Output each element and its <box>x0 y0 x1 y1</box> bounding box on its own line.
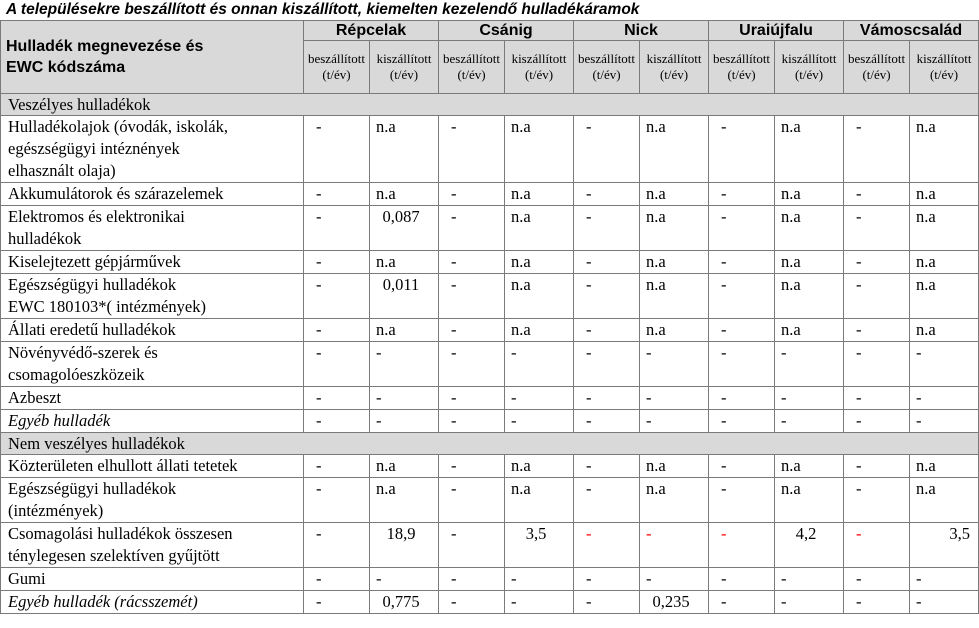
out-value-cell: n.a <box>775 116 844 183</box>
town-header: Csánig <box>439 21 574 41</box>
table-row <box>1 455 979 478</box>
out-value-cell: 3,5 <box>910 523 979 568</box>
in-value-cell: - <box>709 387 775 410</box>
waste-name-line: Azbeszt <box>8 388 62 407</box>
out-value-cell: - <box>505 591 574 614</box>
out-value-cell: n.a <box>640 478 709 523</box>
out-value-cell: - <box>910 410 979 433</box>
out-value-cell: n.a <box>910 206 979 251</box>
in-value-cell: - <box>439 183 505 206</box>
out-value-cell: - <box>640 387 709 410</box>
out-value-cell: n.a <box>505 183 574 206</box>
out-value-cell: n.a <box>775 319 844 342</box>
table-row <box>1 116 979 183</box>
waste-name-line: Egyéb hulladék <box>8 411 111 430</box>
in-value-cell: - <box>709 410 775 433</box>
section-title: Nem veszélyes hulladékok <box>1 433 979 455</box>
direction-label: kiszállított <box>646 51 702 66</box>
out-value-cell: - <box>370 568 439 591</box>
out-value-cell: - <box>640 410 709 433</box>
in-value-cell: - <box>574 206 640 251</box>
out-value-cell: n.a <box>505 206 574 251</box>
in-value-cell: - <box>304 251 370 274</box>
waste-name-line: Kiselejtezett gépjárművek <box>8 252 181 271</box>
direction-label: beszállított <box>713 51 771 66</box>
table-row <box>1 478 979 523</box>
out-value-cell: 4,2 <box>775 523 844 568</box>
in-value-cell: - <box>709 568 775 591</box>
out-value-cell: n.a <box>910 274 979 319</box>
waste-name-cell <box>1 319 304 342</box>
in-value-cell: - <box>844 116 910 183</box>
in-value-cell: - <box>709 274 775 319</box>
name-column-header <box>1 21 304 94</box>
waste-name-line: Egészségügyi hulladékok <box>8 275 177 294</box>
out-value-cell: n.a <box>910 319 979 342</box>
out-value-cell: - <box>775 410 844 433</box>
in-value-cell: - <box>439 342 505 387</box>
out-value-cell: 0,775 <box>370 591 439 614</box>
in-value-cell: - <box>844 251 910 274</box>
out-value-cell: n.a <box>505 319 574 342</box>
out-value-cell: - <box>640 568 709 591</box>
out-value-cell: n.a <box>775 183 844 206</box>
in-value-cell: - <box>304 183 370 206</box>
direction-label: beszállított <box>848 51 906 66</box>
waste-name-line: ténylegesen szelektíven gyűjtött <box>8 546 220 565</box>
in-value-cell: - <box>844 523 910 568</box>
out-value-cell: 0,235 <box>640 591 709 614</box>
in-value-cell: - <box>304 319 370 342</box>
in-value-cell: - <box>574 183 640 206</box>
town-header: Vámoscsalád <box>844 21 979 41</box>
in-value-cell: - <box>709 251 775 274</box>
in-value-cell: - <box>709 455 775 478</box>
waste-name-line: Akkumulátorok és szárazelemek <box>8 184 224 203</box>
in-column-header <box>844 41 910 94</box>
direction-label: beszállított <box>577 51 636 66</box>
in-value-cell: - <box>709 523 775 568</box>
in-value-cell: - <box>844 274 910 319</box>
unit-label: (t/év) <box>659 67 689 82</box>
direction-label: kiszállított <box>916 51 972 66</box>
out-value-cell: 18,9 <box>370 523 439 568</box>
name-header-line: EWC kódszáma <box>6 59 126 76</box>
waste-name-cell <box>1 251 304 274</box>
unit-label: (t/év) <box>322 67 351 82</box>
in-value-cell: - <box>709 206 775 251</box>
out-value-cell: n.a <box>640 116 709 183</box>
direction-label: beszállított <box>307 51 366 66</box>
out-value-cell: - <box>910 591 979 614</box>
waste-name-cell <box>1 116 304 183</box>
town-header: Uraiújfalu <box>709 21 844 41</box>
out-value-cell: n.a <box>640 251 709 274</box>
out-value-cell: - <box>505 410 574 433</box>
town-header: Répcelak <box>304 21 439 41</box>
name-header-line: Hulladék megnevezése és <box>6 38 204 55</box>
out-value-cell: n.a <box>775 478 844 523</box>
waste-name-line: Növényvédő-szerek és <box>8 343 158 362</box>
table-row <box>1 206 979 251</box>
waste-name-cell <box>1 523 304 568</box>
out-value-cell: n.a <box>505 116 574 183</box>
direction-label: kiszállított <box>511 51 567 66</box>
in-value-cell: - <box>574 410 640 433</box>
in-value-cell: - <box>844 342 910 387</box>
in-value-cell: - <box>574 455 640 478</box>
out-column-header <box>640 41 709 94</box>
in-value-cell: - <box>844 183 910 206</box>
waste-name-line: hulladékok <box>8 229 82 248</box>
out-value-cell: - <box>640 523 709 568</box>
unit-label: (t/év) <box>794 67 824 82</box>
in-value-cell: - <box>574 523 640 568</box>
table-row <box>1 319 979 342</box>
waste-name-cell <box>1 342 304 387</box>
out-value-cell: n.a <box>370 455 439 478</box>
in-value-cell: - <box>304 523 370 568</box>
out-value-cell: n.a <box>370 251 439 274</box>
out-value-cell: - <box>505 342 574 387</box>
out-column-header <box>775 41 844 94</box>
out-value-cell: n.a <box>640 274 709 319</box>
out-value-cell: n.a <box>910 455 979 478</box>
waste-name-line: Közterületen elhullott állati tetetek <box>8 456 238 475</box>
out-value-cell: n.a <box>505 251 574 274</box>
in-value-cell: - <box>439 523 505 568</box>
out-value-cell: n.a <box>640 206 709 251</box>
out-value-cell: - <box>370 342 439 387</box>
in-value-cell: - <box>844 319 910 342</box>
in-value-cell: - <box>439 206 505 251</box>
section-row <box>1 94 979 116</box>
in-value-cell: - <box>439 387 505 410</box>
in-value-cell: - <box>439 251 505 274</box>
section-row <box>1 433 979 455</box>
town-header: Nick <box>574 21 709 41</box>
out-value-cell: 0,011 <box>370 274 439 319</box>
out-value-cell: n.a <box>640 455 709 478</box>
in-value-cell: - <box>574 342 640 387</box>
in-value-cell: - <box>709 478 775 523</box>
out-value-cell: - <box>370 387 439 410</box>
in-value-cell: - <box>709 342 775 387</box>
waste-name-line: Elektromos és elektronikai <box>8 207 185 226</box>
unit-label: (t/év) <box>727 67 756 82</box>
waste-name-line: (intézmények) <box>8 501 104 520</box>
table-row <box>1 251 979 274</box>
out-value-cell: - <box>775 568 844 591</box>
in-value-cell: - <box>304 478 370 523</box>
in-value-cell: - <box>439 591 505 614</box>
direction-label: kiszállított <box>376 51 432 66</box>
unit-label: (t/év) <box>929 67 959 82</box>
waste-name-line: Egyéb hulladék (rácsszemét) <box>8 592 198 611</box>
in-value-cell: - <box>844 591 910 614</box>
waste-name-cell <box>1 387 304 410</box>
in-value-cell: - <box>439 455 505 478</box>
out-value-cell: - <box>775 342 844 387</box>
out-value-cell: 3,5 <box>505 523 574 568</box>
in-value-cell: - <box>574 568 640 591</box>
waste-name-cell <box>1 183 304 206</box>
out-value-cell: n.a <box>370 478 439 523</box>
unit-label: (t/év) <box>862 67 891 82</box>
out-value-cell: n.a <box>775 274 844 319</box>
in-value-cell: - <box>304 274 370 319</box>
in-value-cell: - <box>439 116 505 183</box>
out-value-cell: - <box>775 591 844 614</box>
waste-name-line: elhasznált olaja) <box>8 161 116 180</box>
in-value-cell: - <box>844 568 910 591</box>
out-value-cell: - <box>505 387 574 410</box>
out-value-cell: n.a <box>640 183 709 206</box>
waste-name-line: Hulladékolajok (óvodák, iskolák, <box>8 117 228 136</box>
waste-name-line: csomagolóeszközeik <box>8 365 145 384</box>
document-title: A településekre beszállított és onnan kiszállított, kiemelten kezelendő hulladékáramok <box>6 1 640 18</box>
out-value-cell: - <box>910 568 979 591</box>
in-value-cell: - <box>574 591 640 614</box>
out-value-cell: n.a <box>910 251 979 274</box>
in-value-cell: - <box>844 410 910 433</box>
unit-label: (t/év) <box>592 67 621 82</box>
in-value-cell: - <box>844 455 910 478</box>
waste-name-line: Állati eredetű hulladékok <box>8 320 176 339</box>
in-value-cell: - <box>709 591 775 614</box>
waste-name-line: Gumi <box>8 569 46 588</box>
out-value-cell: - <box>370 410 439 433</box>
table-row <box>1 568 979 591</box>
waste-name-cell <box>1 274 304 319</box>
out-value-cell: n.a <box>910 183 979 206</box>
in-value-cell: - <box>574 116 640 183</box>
waste-flow-table <box>0 20 979 614</box>
out-value-cell: n.a <box>775 206 844 251</box>
waste-name-cell <box>1 568 304 591</box>
table-row <box>1 523 979 568</box>
direction-label: beszállított <box>442 51 501 66</box>
in-column-header <box>304 41 370 94</box>
in-value-cell: - <box>304 410 370 433</box>
in-value-cell: - <box>439 478 505 523</box>
out-value-cell: n.a <box>370 183 439 206</box>
out-column-header <box>910 41 979 94</box>
in-value-cell: - <box>439 410 505 433</box>
table-row <box>1 591 979 614</box>
in-value-cell: - <box>439 319 505 342</box>
out-value-cell: n.a <box>910 116 979 183</box>
out-value-cell: n.a <box>775 251 844 274</box>
out-value-cell: n.a <box>910 478 979 523</box>
out-value-cell: n.a <box>505 478 574 523</box>
in-value-cell: - <box>304 568 370 591</box>
in-column-header <box>709 41 775 94</box>
in-value-cell: - <box>439 568 505 591</box>
in-value-cell: - <box>574 387 640 410</box>
unit-label: (t/év) <box>457 67 486 82</box>
table-row <box>1 274 979 319</box>
unit-label: (t/év) <box>389 67 419 82</box>
header-row-towns <box>1 21 979 41</box>
waste-name-line: EWC 180103*( intézmények) <box>8 297 206 316</box>
in-value-cell: - <box>574 319 640 342</box>
waste-name-cell <box>1 591 304 614</box>
out-value-cell: n.a <box>505 274 574 319</box>
in-value-cell: - <box>574 478 640 523</box>
out-value-cell: n.a <box>775 455 844 478</box>
out-value-cell: n.a <box>370 116 439 183</box>
out-column-header <box>505 41 574 94</box>
in-value-cell: - <box>304 116 370 183</box>
waste-name-cell <box>1 410 304 433</box>
out-value-cell: n.a <box>370 319 439 342</box>
table-row <box>1 183 979 206</box>
in-value-cell: - <box>844 387 910 410</box>
waste-name-cell <box>1 478 304 523</box>
in-column-header <box>574 41 640 94</box>
in-value-cell: - <box>304 387 370 410</box>
waste-name-line: Egészségügyi hulladékok <box>8 479 177 498</box>
in-value-cell: - <box>304 342 370 387</box>
in-value-cell: - <box>709 183 775 206</box>
unit-label: (t/év) <box>524 67 554 82</box>
table-row <box>1 410 979 433</box>
out-value-cell: - <box>910 387 979 410</box>
table-row <box>1 342 979 387</box>
direction-label: kiszállított <box>781 51 837 66</box>
in-value-cell: - <box>709 319 775 342</box>
out-value-cell: - <box>910 342 979 387</box>
in-value-cell: - <box>709 116 775 183</box>
waste-name-line: Csomagolási hulladékok összesen <box>8 524 233 543</box>
in-value-cell: - <box>304 591 370 614</box>
in-value-cell: - <box>574 251 640 274</box>
in-value-cell: - <box>304 206 370 251</box>
out-column-header <box>370 41 439 94</box>
in-value-cell: - <box>844 478 910 523</box>
in-value-cell: - <box>304 455 370 478</box>
waste-name-line: egészségügyi intéznények <box>8 139 180 158</box>
out-value-cell: - <box>640 342 709 387</box>
out-value-cell: - <box>505 568 574 591</box>
out-value-cell: n.a <box>505 455 574 478</box>
in-value-cell: - <box>574 274 640 319</box>
waste-name-cell <box>1 206 304 251</box>
table-row <box>1 387 979 410</box>
out-value-cell: - <box>775 387 844 410</box>
in-value-cell: - <box>844 206 910 251</box>
waste-name-cell <box>1 455 304 478</box>
in-value-cell: - <box>439 274 505 319</box>
section-title: Veszélyes hulladékok <box>1 94 979 116</box>
out-value-cell: 0,087 <box>370 206 439 251</box>
in-column-header <box>439 41 505 94</box>
out-value-cell: n.a <box>640 319 709 342</box>
